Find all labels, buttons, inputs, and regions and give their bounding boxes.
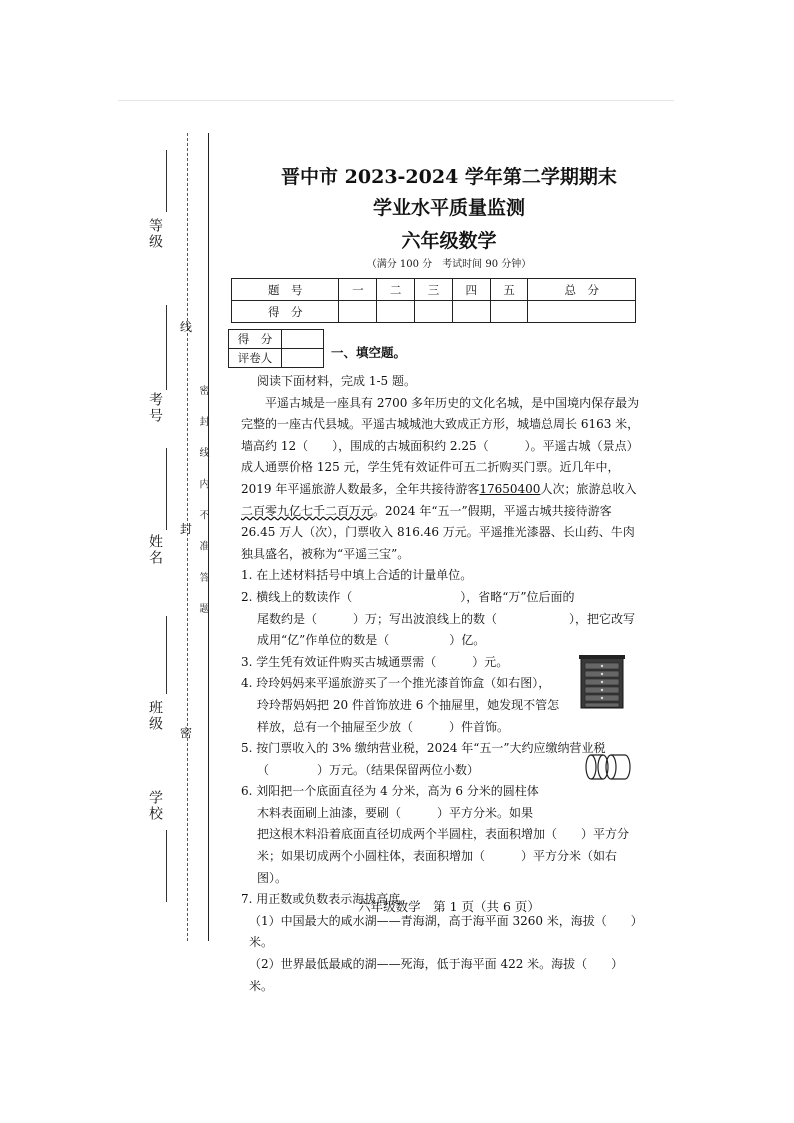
score-table-cell: 五 (490, 279, 528, 301)
question-6-line4: 米；如果切成两个小圆柱体，表面积增加（ ）平方分米（如右图）。 (257, 849, 618, 885)
question-7: 7. 用正数或负数表示海拔高度。 (241, 892, 413, 907)
seal-notice: 密 封 线 内 不 准 答 题 (197, 385, 208, 623)
score-table-cell: 总 分 (528, 279, 636, 301)
question-2-line3: 成用“亿”作单位的数是（ ）亿。 (257, 633, 486, 648)
section-title: 一、填空题。 (331, 345, 407, 360)
question-7-part1: （1）中国最大的咸水湖——青海湖，高于海平面 3260 米，海拔（ ）米。 (249, 913, 637, 950)
score-blank[interactable] (377, 301, 415, 323)
score-table-cell: 一 (339, 279, 377, 301)
score-blank[interactable] (528, 301, 636, 323)
class-underline (166, 616, 167, 694)
score-blank[interactable] (452, 301, 490, 323)
grader-name-label: 评卷人 (229, 349, 282, 368)
question-6-line2: 木料表面刷上油漆，要刷（ ）平方分米。如果 (257, 805, 534, 820)
question-2-line1: 2. 横线上的数读作（ ），省略“万”位后面的 (241, 589, 575, 604)
question-5-line2: （ ）万元。（结果保留两位小数） (257, 762, 480, 777)
passage-text-c: 。2024 年“五一”假期，平遥古城共接待游客 26.45 万人（次），门票收入 816.46 万元。平遥推光漆器、长山药、牛肉独具盛名，被称为“平遥三宝”。 (241, 503, 635, 561)
seal-char-line: 线 (180, 320, 193, 334)
grader-score-label: 得 分 (229, 330, 282, 349)
question-4-line2: 玲玲帮妈妈把 20 件首饰放进 6 个抽屉里，她发现不管怎 (257, 697, 560, 712)
class-label: 班级 (147, 700, 163, 732)
seal-char-secret: 密 (180, 726, 193, 740)
reading-intro (241, 371, 641, 393)
score-table-header-row (232, 279, 636, 301)
exam-title-line2: 学业水平质量监测 (372, 197, 525, 219)
name-label: 姓名 (147, 534, 163, 566)
score-blank[interactable] (490, 301, 528, 323)
score-table-cell: 得 分 (232, 301, 339, 323)
score-table-cell: 二 (377, 279, 415, 301)
name-underline (166, 448, 167, 530)
grade-label: 等级 (147, 218, 163, 250)
page-footer: 六年级数学 第 1 页（共 6 页） (358, 899, 540, 914)
cut-cylinder-icon (581, 747, 633, 787)
question-1: 1. 在上述材料括号中填上合适的计量单位。 (241, 568, 473, 583)
score-table-score-row (232, 301, 636, 323)
score-table-cell: 题 号 (232, 279, 339, 301)
score-blank[interactable] (339, 301, 377, 323)
question-4-line3: 样放，总有一个抽屉至少放（ ）件首饰。 (257, 719, 510, 734)
score-table (231, 278, 636, 323)
grader-box (228, 329, 324, 368)
seal-char-seal: 封 (180, 522, 193, 536)
grader-score-blank[interactable] (282, 330, 324, 349)
score-blank[interactable] (415, 301, 453, 323)
grader-name-blank[interactable] (282, 349, 324, 368)
school-underline (166, 830, 167, 902)
exam-title-line3: 六年级数学 (401, 230, 497, 252)
school-label: 学校 (147, 790, 163, 822)
seal-dashed-line (187, 133, 188, 941)
score-table-cell: 四 (452, 279, 490, 301)
jewelry-cabinet-icon (578, 654, 626, 710)
exam-no-label: 考号 (147, 392, 163, 424)
exam-subtitle: （满分 100 分 考试时间 90 分钟） (366, 259, 532, 270)
wavy-underlined-number: 二百零九亿七千二百万元 (241, 503, 374, 518)
question-7-part2: （2）世界最低最咸的湖——死海，低于海平面 422 米。海拔（ ）米。 (249, 957, 624, 993)
question-2-line2: 尾数约是（ ）万；写出波浪线上的数（ ），把它改写 (257, 611, 636, 626)
passage-text-a: 平遥古城是一座具有 2700 多年历史的文化名城，是中国境内保存最为完整的一座古代县城。平遥古城城池大致成正方形，城墙总周长 6163 米，墙高约 12（ ），围成的古城面积约 2.25（ ）。平遥古城（景点）成人通票价格 125 元，学生凭有效证件可五二折购买门票。近几年中，2019 年平遥旅游人数最多，全年共接待游客 (241, 395, 640, 496)
exam-title-line1: 晋中市 2023-2024 学年第二学期期末 (281, 166, 617, 188)
page-top-edge (118, 100, 674, 101)
exam-no-underline (166, 305, 167, 390)
question-6-line1: 6. 刘阳把一个底面直径为 4 分米，高为 6 分米的圆柱体 (241, 784, 539, 799)
question-3: 3. 学生凭有效证件购买古城通票需（ ）元。 (241, 654, 509, 669)
reading-passage (241, 393, 641, 566)
question-6-line3: 把这根木料沿着底面直径切成两个半圆柱，表面积增加（ ）平方分 (257, 827, 630, 842)
grade-underline (166, 150, 167, 212)
question-4-line1: 4. 玲玲妈妈来平遥旅游买了一个推光漆首饰盒（如右图）， (241, 676, 551, 691)
passage-text-b: 人次；旅游总收入 (540, 481, 637, 496)
score-table-cell: 三 (415, 279, 453, 301)
reading-intro-text: 阅读下面材料，完成 1-5 题。 (257, 374, 416, 388)
underlined-number: 17650400 (479, 481, 541, 496)
question-5-line1: 5. 按门票收入的 3% 缴纳营业税，2024 年“五一”大约应缴纳营业税 (241, 741, 606, 756)
